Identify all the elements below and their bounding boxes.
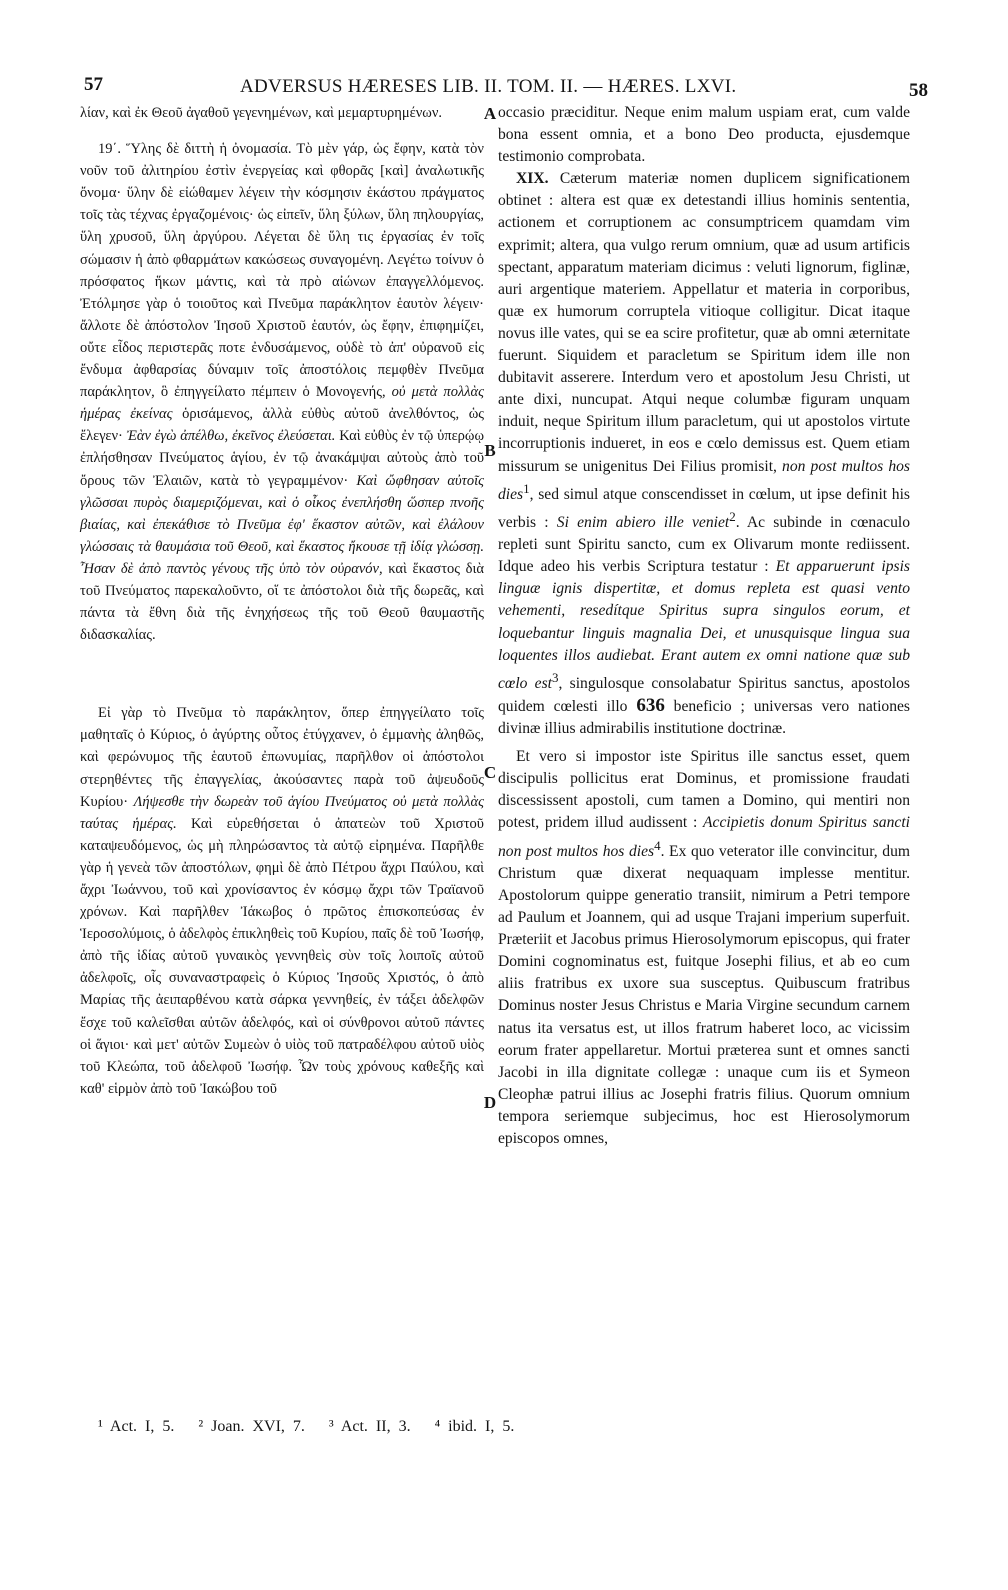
footnote-2: ² Joan. XVI, 7. — [198, 1418, 305, 1435]
greek-paragraph — [80, 102, 484, 124]
latin-quote: Si enim abiero ille veniet — [556, 514, 730, 532]
latin-column — [498, 102, 910, 1150]
margin-letter-d: D — [483, 1093, 497, 1112]
latin-text: Cæterum materiæ nomen duplicem significationem obtinet : altera est quæ ex detestandi illius hominis sententia, actionem et corruptionem ac consumptricem quamdam vim exprimit; altera, qua vulgo rerum omnium, quæ ad usum artificis spectant, apparatum materiam dicimus : veluti lignorum, figlinæ, auri argentique materiem. Appellatur et materia in corporibus, quæ ex humorum corruptela vitioque colligitur. Dicat itaque novus ille vates, qui se ea scire profitetur, quæ ab omni æternitate fuerunt. Siquidem et paracletum se Spiritum idem ille non dubitavit asserere. Interdum vero et apostolum Jesu Christi, ut ante dixi, nuncupat. Atqui neque columbæ figuram unquam induit, neque Spiritum illum paracletum, qui ut apostolos virtute incorruptionis indueret, in eos e cœlo demissus est. Quem etiam missurum se unigenitus Dei Filius promisit, — [498, 170, 910, 475]
column-number: 636 — [636, 695, 665, 716]
latin-paragraph — [498, 168, 910, 740]
latin-text: Et vero si impostor iste Spiritus ille sanctus esset, quem discipulis pollicitus erat Dominus, et promissione fraudati discessissent apostoli, cum tamen a Domino, qui mentiri non potest, pridem illud audissent : — [498, 748, 910, 832]
greek-text: Καὶ εὑρεθήσεται ὁ ἀπατεὼν τοῦ Χριστοῦ καταψευδόμενος, ὡς μὴ πληρώσαντος τὰ αὐτῷ εἰρημένα. Παρῆλθε γὰρ ἡ γενεὰ τῶν ἀποστόλων, φημὶ δὲ ἀπὸ Πέτρου ἄχρι Παύλου, καὶ ἄχρι Ἰωάννου, τοῦ καὶ χρονίσαντος ἐν κόσμῳ ἄχρι τῶν Τραϊανοῦ χρόνων. Καὶ παρῆλθεν Ἰάκωβος ὁ πρῶτος ἐπισκοπεύσας ἐν Ἱεροσολύμοις, ὁ ἀδελφὸς ἐπικληθεὶς τοῦ Κυρίου, παῖς δὲ τοῦ Ἰωσήφ, ἀπὸ τῆς ἰδίας αὐτοῦ γυναικὸς γεννηθεὶς σὺν τοῖς λοιποῖς αὐτοῦ ἀδελφοῖς, οἷς συναναστραφεὶς ὁ Κύριος Ἰησοῦς Χριστός, ὁ ἀπὸ Μαρίας τῆς ἀειπαρθένου κατὰ σάρκα γεννηθείς, ἐν τάξει ἀδελφῶν ἔσχε τοῦ καλεῖσθαι αὐτῶν ἀδελφός, καὶ οἱ σύνθρονοι αὐτοῦ πάντες οἱ ἅγιοι· καὶ μετ' αὐτῶν Συμεὼν ὁ υἱὸς τοῦ πατραδέλφου αὐτοῦ υἱὸς τοῦ Κλεώπα, τοῦ ἀδελφοῦ Ἰωσήφ. Ὧν τοὺς χρόνους καθεξῆς καὶ καθ' εἱρμὸν ἀπὸ τοῦ Ἰακώβου τοῦ — [80, 815, 484, 1097]
greek-paragraph — [80, 702, 484, 1100]
latin-text: . Ex quo veterator ille convincitur, dum Christum quæ dixerat nequaquam implesse mentitur. Apostolorum quippe generatio transiit, nimirum a Petri tempore ad Paulum et Joannem, qui ad usque Trajani imperium superfuit. Præteriit et Jacobus primus Hierosolymorum episcopus, qui frater Domini cognominatus est, fuitque Josephi filius, et ab eo cum aliis fratribus ex uxore sua susceptus. Quibuscum fratribus Dominus noster Jesus Christus e Maria Virgine secundum carnem natus ita versatus est, ut illos fratrum haberet loco, ac vicissim eorum frater appellaretur. Mortui præterea sunt et omnes sancti Jacobi in illa dignitate collegæ : unaque cum iis et Symeon Cleophæ patrui illius ac Josephi fratris filius. Quorum omnium tempora seriemque subjecimus, hoc est Hierosolymorum episcopos omnes, — [498, 842, 910, 1147]
latin-text: , sed simul atque conscendisset in cœlum, ut ipse definit his verbis : — [498, 485, 910, 532]
margin-letter-b: B — [484, 441, 496, 460]
running-title: ADVERSUS HÆRESES LIB. II. TOM. II. — HÆRES. LXVI. — [240, 76, 737, 97]
latin-quote: Accipietis donum Spiritus sancti non post multos hos dies — [498, 814, 910, 860]
footnote-ref: 4 — [654, 837, 661, 853]
page-number-left: 57 — [84, 74, 103, 95]
footnote-1: ¹ Act. I, 5. — [98, 1418, 175, 1435]
footnote-ref: 2 — [729, 508, 736, 524]
greek-quote: Καὶ ὤφθησαν αὐτοῖς γλῶσσαι πυρὸς διαμεριζόμεναι, καὶ ὁ οἶκος ἐνεπλήσθη ὥσπερ πνοῆς βιαίας, καὶ ἐπεκάθισε τὸ Πνεῦμα ἐφ' ἕκαστον αὐτῶν, καὶ ἐλάλουν γλώσσαις τὰ θαυμάσια τοῦ Θεοῦ, καὶ ἕκαστος ἤκουσε τῇ ἰδίᾳ γλώσσῃ. Ἦσαν δὲ ἀπὸ παντὸς γένους τῆς ὑπὸ τὸν οὐρανόν, — [80, 472, 484, 577]
footnote-ref: 1 — [523, 480, 530, 496]
latin-paragraph — [498, 746, 910, 1150]
margin-letter-c: C — [483, 763, 497, 782]
page-number-right: 58 — [909, 80, 928, 101]
greek-text: Εἰ γὰρ τὸ Πνεῦμα τὸ παράκλητον, ὅπερ ἐπηγγείλατο τοῖς μαθηταῖς ὁ Κύριος, ὁ ἀγύρτης οὗτος ἐτύγχανεν, ὁ ἐμμανὴς ἀληθῶς, καὶ φερώνυμος τῆς ἑαυτοῦ ἐπωνυμίας, παρῆλθον οἱ ἀπόστολοι στερηθέντες τῆς ἐπαγγελίας, ἀκούσαντες παρὰ τοῦ ἀψευδοῦς Κυρίου· — [80, 705, 484, 810]
greek-text: Καὶ εὐθὺς ἐν τῷ ὑπερῴῳ ἐπλήσθησαν Πνεύματος ἁγίου, ἐν τῷ ἀνακάμψαι αὐτοὺς ἀπὸ τοῦ ὄρους τῶν Ἐλαιῶν, κατὰ τὸ γεγραμμένον· — [80, 428, 484, 489]
latin-quote: non post multos hos dies — [498, 457, 910, 503]
latin-quote: Et apparuerunt ipsis linguæ ignis dispertitæ, et domus repleta est quasi vento vehementi, resedítque Spiritus supra singulos eorum, et loquebantur linguis magnalia Dei, et unusquisque lingua sua loquentes illos audiebat. Erant autem ex omni natione quæ sub cœlo est — [498, 558, 910, 692]
greek-paragraph — [80, 138, 484, 646]
greek-quote: Λήψεσθε τὴν δωρεὰν τοῦ ἁγίου Πνεύματος οὐ μετὰ πολλὰς ταύτας ἡμέρας. — [80, 793, 485, 832]
greek-text: ὁρισάμενος, ἀλλὰ εὐθὺς αὐτοῦ ἀνελθόντος, ὡς ἔλεγεν· — [80, 406, 484, 445]
section-number: XIX. — [516, 170, 549, 188]
greek-quote: Ἐὰν ἐγὼ ἀπέλθω, ἐκεῖνος ἐλεύσεται. — [126, 428, 336, 445]
latin-text: . Ac subinde in cœnaculo repleti sunt Spiritu sancto, cum ex Olivarum monte rediissent. Idque adeo his verbis Scriptura testatur : — [498, 514, 910, 576]
latin-text: occasio præciditur. Neque enim malum uspiam erat, cum valde bona essent omnia, et a bono Deo producta, ejusdemque testimonio comprobata. — [498, 104, 910, 166]
margin-letter-a: A — [483, 104, 497, 123]
greek-text: 19΄. Ὕλης δὲ διττὴ ἡ ὀνομασία. Τὸ μὲν γάρ, ὡς ἔφην, κατὰ τὸν νοῦν τοῦ ἀλιτηρίου ἐστὶν ἐνεργείας καὶ φθορᾶς [καὶ] ἀναλωτικῆς ὄνομα· ὕλην δὲ εἰώθαμεν λέγειν τὴν κόσμησιν ἑκάστου πράγματος τοῖς τὰς τέχνας ἐργαζομένοις· ὡς εἰπεῖν, ὕλη ξύλων, ὕλη πηλουργίας, ὕλη χρυσοῦ, ὕλη ἀργύρου. Λέγεται δὲ ὕλη τις ἐργασίας ἐν τοῖς σώμασιν ἡ ἀπὸ φθαρμάτων κακώσεως συναγομένη. Λεγέτω τοίνυν ὁ πρόσφατος ἥκων μάντις, καὶ τὰ πρὸ αἰώνων ἐπαγγελλόμενος. Ἐτόλμησε γὰρ ὁ τοιοῦτος καὶ Πνεῦμα παράκλητον ἑαυτὸν λέγειν· ἄλλοτε δὲ ἀπόστολον Ἰησοῦ Χριστοῦ ἑαυτόν, ὡς ἔφην, ἐπιφημίζει, οὔτε εἶδος περιστερᾶς ποτε ἐνδυσάμενος, οὐδὲ τὸ ἀπ' οὐρανοῦ εἰς ἔνδυμα ἀφθαρσίας δύναμιν τοῖς ἀποστόλοις πεμφθὲν Πνεῦμα παράκλητον, ὃ ἐπηγγείλατο πέμπειν ὁ Μονογενής, — [80, 141, 484, 401]
latin-paragraph — [498, 102, 910, 168]
footnote-ref: 3 — [552, 669, 559, 685]
footnote-3: ³ Act. II, 3. — [328, 1418, 411, 1435]
footnote-4: ⁴ ibid. I, 5. — [434, 1418, 515, 1435]
greek-text: καὶ ἕκαστος διὰ τοῦ Πνεύματος παρεκαλοῦντο, οἵ τε ἀπόστολοι διὰ τῆς δωρεᾶς, καὶ πάντα τὰ ἔθνη διὰ τῆς ἐνηχήσεως τῆς τοῦ Θεοῦ θαυμαστῆς διδασκαλίας. — [80, 560, 484, 644]
greek-column — [80, 102, 484, 1100]
footnotes — [98, 1418, 798, 1436]
greek-text: λίαν, καὶ ἐκ Θεοῦ ἀγαθοῦ γεγενημένων, καὶ μεμαρτυρημένων. — [80, 105, 443, 121]
latin-text: beneficio ; universas vero nationes divinæ illius admirabilis institutione doctrinæ. — [498, 698, 910, 738]
page-header — [80, 74, 936, 102]
greek-quote: οὐ μετὰ πολλὰς ἡμέρας ἐκείνας — [80, 384, 484, 423]
latin-text: , singulosque consolabatur Spiritus sanctus, apostolos quidem cœlesti illo — [498, 674, 910, 715]
